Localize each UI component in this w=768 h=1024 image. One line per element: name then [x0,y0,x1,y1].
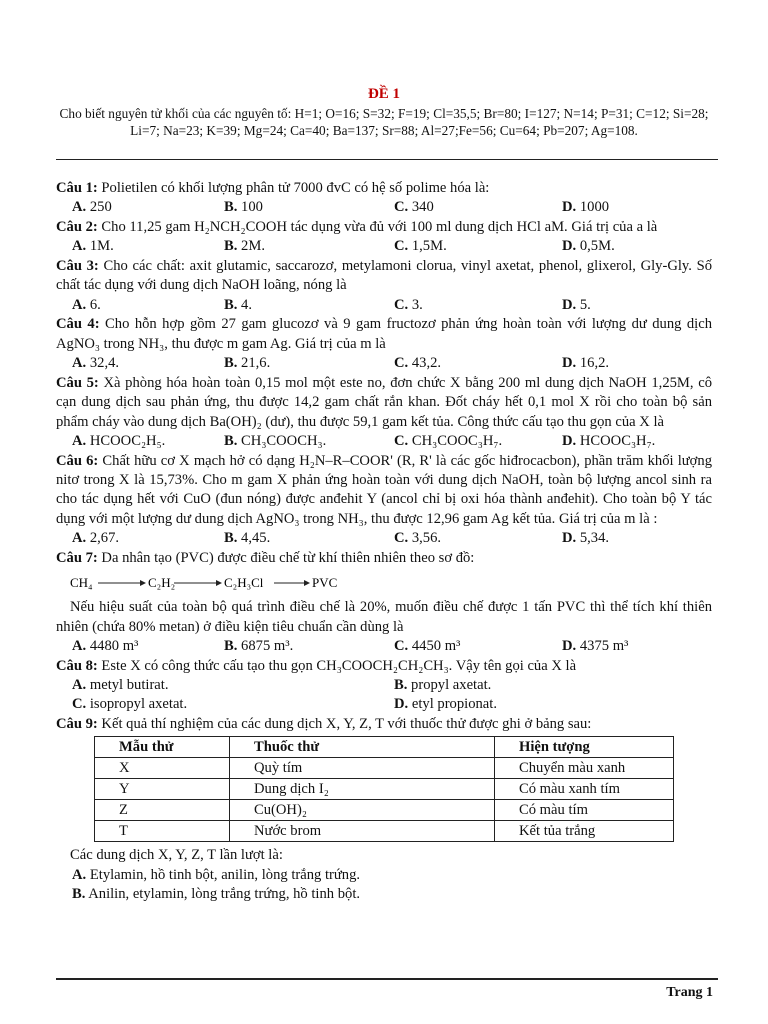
atomic-mass-header: Cho biết nguyên tử khối của các nguyên tố: H=1; O=16; S=32; F=19; Cl=35,5; Br=80; I=127; N=14; P=31; C=12; Si=28; Li=7; Na=23; K=39; Mg=24; Ca=40; Ba=137; Sr=88; Al=27;Fe=56; Cu=64; Pb=207; Ag=108. [59,106,709,138]
option-a: A. 1M. [72,238,114,255]
option-c: C. CH₃COOC₃H₇. [394,433,503,450]
question-9-text-2: Các dung dịch X, Y, Z, T lần lượt là: [70,847,283,864]
options-row [56,237,712,257]
option-a: A. 4480 m³ [72,638,139,655]
table-cell: Có màu tím [495,800,674,821]
question-label: Câu 8: [56,657,98,674]
question-label: Câu 3: [56,258,99,274]
option-b: B. Anilin, etylamin, lòng trắng trứng, hồ tinh bột. [72,886,361,903]
question-1 [56,179,712,198]
scheme-step-3: C₂H₃Cl [224,575,264,591]
question-8 [56,657,712,676]
option-a: A. 6. [72,296,101,313]
question-label: Câu 5: [56,374,99,391]
option-c: C. 43,2. [394,355,442,372]
scheme-step-2: C₂H₂ [148,575,176,591]
question-label: Câu 9: [56,715,98,732]
table-cell: T [95,821,230,842]
option-a: A. 250 [72,199,112,216]
option-c: C. 4450 m³ [394,638,461,655]
option-d: D. 4375 m³ [562,638,629,655]
question-6 [56,452,712,530]
question-text: Cho 11,25 gam H₂NCH₂COOH tác dụng vừa đủ với 100 ml dung dịch HCl aM. Giá trị của a là [101,219,658,235]
table-header: Hiện tượng [495,737,674,758]
question-label: Câu 2: [56,219,98,235]
arrow-3-head [304,580,310,586]
arrow-1-head [140,580,146,586]
option-b: B. 4,45. [224,530,271,547]
option-b: B. 6875 m³. [224,638,294,655]
question-text: Este X có công thức cấu tạo thu gọn CH₃COOCH₂CH₂CH₃. Vậy tên gọi của X là [101,657,577,674]
options-row [56,529,712,549]
table-cell: Y [95,779,230,800]
option-b: B. 100 [224,199,263,216]
options-row [56,198,712,218]
option-b: B. propyl axetat. [394,677,492,694]
header-divider [56,159,718,160]
table-row [95,800,674,821]
option-a: A. Etylamin, hồ tinh bột, anilin, lòng trắng trứng. [72,866,361,883]
option-d: D. 5. [562,296,591,313]
table-cell: Cu(OH)₂ [230,800,495,821]
question-7 [56,549,712,568]
question-9 [56,715,712,734]
option-c: C. 1,5M. [394,238,447,255]
option-a: A. 32,4. [72,355,120,372]
table-header: Thuốc thử [230,737,495,758]
option-c: C. 3,56. [394,530,442,547]
option-b: B. 4. [224,296,252,313]
table-cell: Nước brom [230,821,495,842]
question-text: Kết quả thí nghiệm của các dung dịch X, Y, Z, T với thuốc thử được ghi ở bảng sau: [101,715,592,732]
options-row [56,296,712,316]
table-header-row [95,737,674,758]
option-d: D. 1000 [562,199,610,216]
option-d: D. HCOOC₃H₇. [562,433,656,450]
results-table [94,736,674,842]
table-header: Mẫu thử [95,737,230,758]
question-4 [56,315,712,354]
table-cell: Chuyển màu xanh [495,758,674,779]
question-label: Câu 1: [56,180,98,196]
scheme-step-1: CH₄ [70,575,93,591]
question-text: Cho hỗn hợp gồm 27 gam glucozơ và 9 gam fructozơ phản ứng hoàn toàn với lượng dư dung dịch AgNO₃ trong NH₃, thu được m gam Ag. Giá trị của m là [56,316,712,352]
scheme-step-4: PVC [312,575,338,591]
option-d: D. etyl propionat. [394,696,497,713]
option-a: A. metyl butirat. [72,677,169,694]
option-a: A. 2,67. [72,530,120,547]
option-d: D. 5,34. [562,530,610,547]
table-cell: Z [95,800,230,821]
question-label: Câu 7: [56,549,98,566]
table-cell: Có màu xanh tím [495,779,674,800]
question-text: Chất hữu cơ X mạch hở có dạng H₂N–R–COOR' (R, R' là các gốc hiđrocacbon), phần trăm khối lượng nitơ trong X là 15,73%. Cho m gam X phản ứng hoàn toàn với dung dịch NaOH, toàn bộ lượng ancol sinh ra cho tác dụng hết với CuO (đun nóng) được anđehit Y (ancol chỉ bị oxi hóa thành anđehit). Cho toàn bộ Y tác dụng với một lượng dư dung dịch AgNO₃ trong NH₃, thu được 12,96 gam Ag kết tủa. Giá trị của m là : [56,452,712,527]
questions-container [56,179,712,904]
options-row [56,432,712,452]
options-row [56,354,712,374]
table-cell: Quỳ tím [230,758,495,779]
question-7-text-2: Nếu hiệu suất của toàn bộ quá trình điều chế là 20%, muốn điều chế được 1 tấn PVC thì thể tích khí thiên nhiên (chứa 80% metan) ở điều kiện tiêu chuẩn cần dùng là [56,599,712,635]
table-cell: Dung dịch I₂ [230,779,495,800]
question-3 [56,257,712,296]
options-grid [56,676,712,715]
question-5 [56,374,712,432]
question-text: Da nhân tạo (PVC) được điều chế từ khí thiên nhiên theo sơ đồ: [101,549,475,566]
reaction-scheme-diagram [70,572,430,594]
table-row [95,758,674,779]
option-c: C. isopropyl axetat. [72,696,188,713]
table-cell: X [95,758,230,779]
page-number: Trang 1 [666,985,713,1000]
option-b: B. 21,6. [224,355,271,372]
option-d: D. 0,5M. [562,238,615,255]
question-label: Câu 6: [56,452,99,469]
table-row [95,779,674,800]
option-c: C. 3. [394,296,423,313]
table-cell: Kết tủa trắng [495,821,674,842]
question-text: Polietilen có khối lượng phân tử 7000 đvC có hệ số polime hóa là: [101,180,490,196]
option-a: A. HCOOC₂H₅. [72,433,166,450]
question-label: Câu 4: [56,316,100,333]
option-d: D. 16,2. [562,355,610,372]
question-text: Cho các chất: axit glutamic, saccarozơ, metylamoni clorua, vinyl axetat, phenol, glixerol, Gly-Gly. Số chất tác dụng với dung dịch NaOH loãng, nóng là [56,258,713,294]
table-row [95,821,674,842]
reaction-scheme [56,568,712,598]
question-text: Xà phòng hóa hoàn toàn 0,15 mol một este no, đơn chức X bằng 200 ml dung dịch NaOH 1,25M, cô cạn dung dịch sau phản ứng, thu được 14,2 gam chất rắn khan. Đốt cháy hết 0,1 mol X rồi cho toàn bộ sản phẩm cháy vào dung dịch Ba(OH)₂ (dư), thu được 59,1 gam kết tủa. Công thức cấu tạo thu gọn của X là [56,374,712,430]
options-row [56,637,712,657]
question-2 [56,218,712,237]
option-b: B. CH₃COOCH₃. [224,433,327,450]
arrow-2-head [216,580,222,586]
exam-title: ĐỀ 1 [367,86,401,102]
footer-divider [56,978,718,980]
option-c: C. 340 [394,199,434,216]
option-b: B. 2M. [224,238,265,255]
